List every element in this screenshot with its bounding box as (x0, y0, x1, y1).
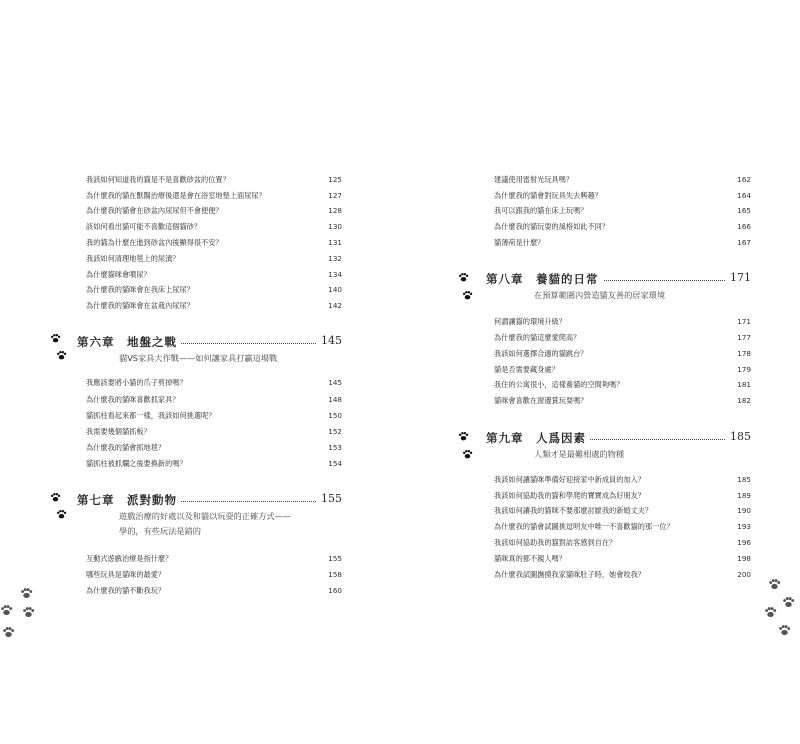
chapter-title: 第七章 派對動物 (77, 492, 181, 508)
paw-print-icon (22, 606, 35, 619)
chapter-page-number: 145 (321, 334, 342, 347)
paw-print-icon (778, 624, 791, 637)
paw-print-icon (50, 492, 61, 503)
chapter-title: 第九章 人爲因素 (486, 430, 590, 446)
paw-print-icon (768, 578, 781, 591)
paw-print-icon (56, 509, 67, 520)
chapter-subtitle: 在預算範圍內營造貓友善的居家環境 (534, 290, 666, 300)
right-page: 建議使用雷射光玩具嗎？ 162 為什麼我的貓會對玩具失去興趣？ 164 我可以跟我的貓在床上玩嗎？ 165 為什麼我的貓玩耍的風格如此不同？ 166 貓薄荷是什麼？ 167 第八章 養貓的日常 171 在預算範圍內營造貓友善的居家環境 何謂讓貓的環境升級？ 171 為什麼我的貓這麼愛爬高？ 177 我該如何選擇合適的貓跳台？ 178 貓是否需要藏身處？ 179 我住的公寓很小，這樣養貓的空間夠嗎？ 181 貓咪會喜歡在窗邊賞玩耍嗎？ 182 第九章 人爲因素 185 人類才是最難相處的物種 我該如何讓貓咪準備好迎接家中新成員的加入？ 185 我該如何協助我的貓和學爬的寶寶成為好朋友？ 189 我該如何讓我的貓咪不要那麼討厭我的新婚丈夫？ 190 為什麼我的貓會試圖挑逗明友中唯一不喜歡貓的那一位？ 193 我該如何協助我的貓對訪客感到自在？ 196 貓咪真的都不親人嗎？ 198 為什麼我試圖撫摸我家貓咪肚子時，她會咬我？ 200 (400, 0, 800, 744)
paw-print-icon (2, 626, 15, 639)
chapter-title: 第八章 養貓的日常 (486, 271, 603, 287)
chapter-page-number: 185 (730, 430, 751, 443)
chapter-subtitle: 貓VS家具大作戰——如何讓家具打贏這場戰 (119, 353, 278, 363)
chapter-subtitle: 人類才是最難相處的物種 (534, 449, 625, 459)
chapter-heading[interactable] (486, 430, 751, 446)
paw-print-icon (50, 333, 61, 344)
paw-print-icon (462, 449, 473, 460)
chapter-subtitle: 遊戲治療的好處以及和貓以玩耍的正確方式—— 學的，有些玩法是錯的 (119, 511, 291, 536)
paw-print-icon (20, 587, 33, 600)
chapter-heading[interactable] (77, 492, 342, 508)
chapter-heading[interactable] (486, 271, 751, 287)
paw-print-icon (56, 350, 67, 361)
paw-print-icon (462, 290, 473, 301)
paw-print-icon (0, 604, 13, 617)
chapter-heading[interactable] (77, 334, 342, 350)
left-page: 我該如何知道我的貓是不是喜歡砂盆的位置？ 125 為什麼我的貓在獸醫治療後還是會在浴室地墊上面尿尿？ 127 為什麼我的貓會在砂盆內尿尿但不會便便？ 128 該如何看出貓可能不喜歡這個貓砂？ 130 我的貓為什麼在進到砂盆內後顯得很不安？ 131 我該如何清理地毯上的尿漬？ 132 為什麼貓咪會噴尿？ 134 為什麼我的貓咪會在我床上尿尿？ 140 為什麼我的貓咪會在盆栽內尿尿？ 142 第六章 地盤之戰 145 貓VS家具大作戰——如何讓家具打贏這場戰 我應該要將小貓的爪子剪掉嗎？ 145 為什麼我的貓咪喜歡抓家具？ 148 貓抓柱看起來都一樣，我該如何挑選呢？ 150 我需要幾個貓抓板？ 152 為什麼我的貓會抓地毯？ 153 貓抓柱被抓爛之後要換新的嗎？ 154 第七章 派對動物 155 遊戲治療的好處以及和貓以玩耍的正確方式—— 學的，有些玩法是錯的 互動式遊戲治療是指什麼？ 155 哪些玩具是貓咪的最愛？ 158 為什麼我的貓不斷我玩？ 160 (0, 0, 400, 744)
paw-print-icon (458, 431, 469, 442)
chapter-title: 第六章 地盤之戰 (77, 334, 181, 350)
chapter-page-number: 171 (730, 271, 751, 284)
chapter-page-number: 155 (321, 492, 342, 505)
paw-print-icon (458, 272, 469, 283)
paw-print-icon (764, 606, 777, 619)
paw-print-icon (782, 596, 795, 609)
